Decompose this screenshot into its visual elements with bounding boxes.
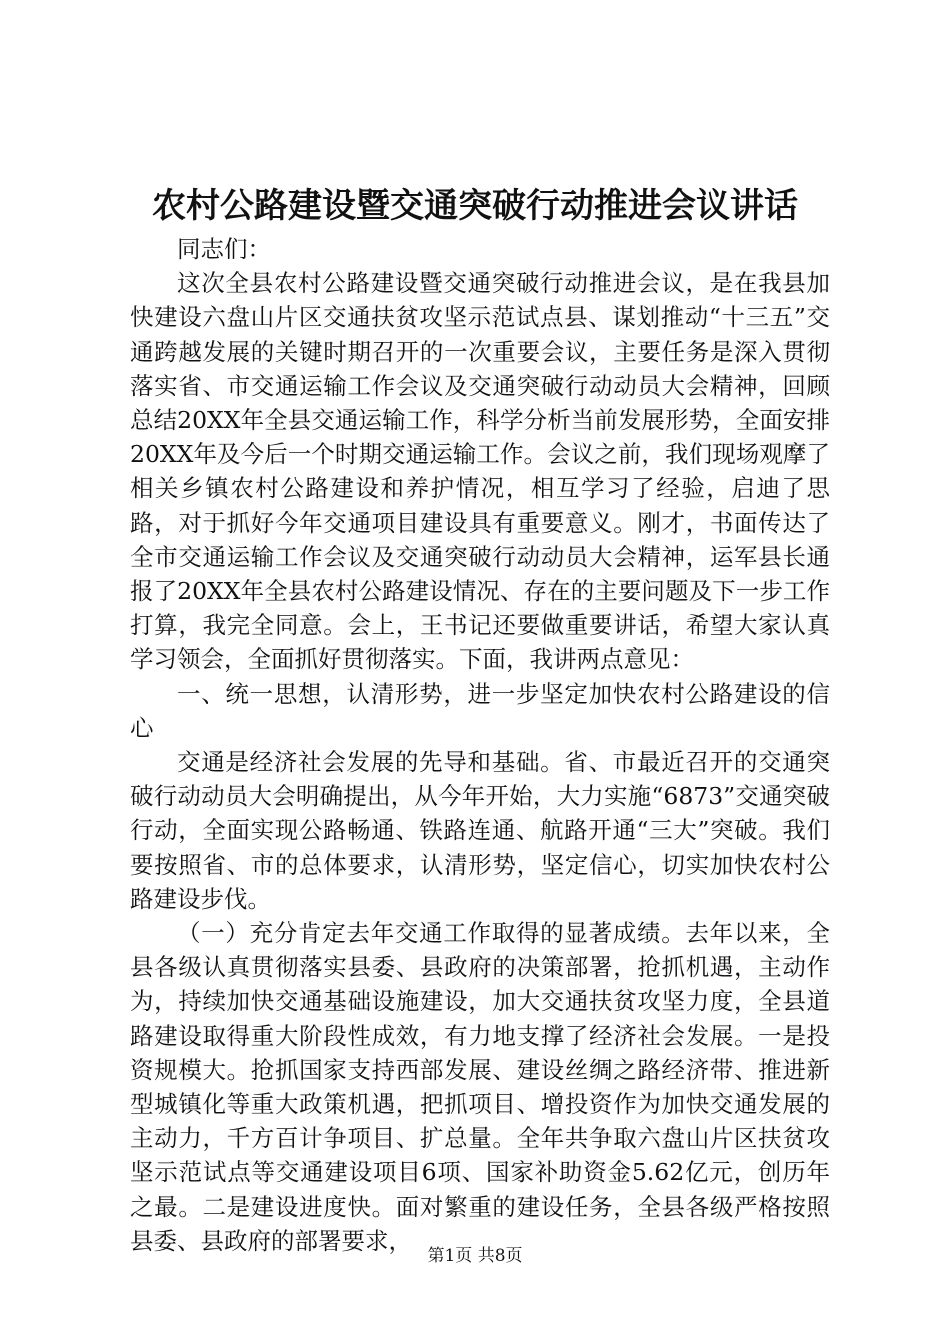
- document-title: 农村公路建设暨交通突破行动推进会议讲话: [152, 186, 798, 226]
- document-body: [130, 232, 830, 1258]
- section-heading-1: 一、统一思想，认清形势，进一步坚定加快农村公路建设的信心: [130, 679, 830, 742]
- salutation-paragraph: 同志们：: [177, 235, 271, 263]
- section-intro-paragraph: 交通是经济社会发展的先导和基础。省、市最近召开的交通突破行动动员大会明确提出，从今年开始，大力实施“6873”交通突破行动，全面实现公路畅通、铁路连通、航路开通“三大”突破。我们要按照省、市的总体要求，认清形势，坚定信心，切实加快农村公路建设步伐。: [130, 748, 830, 913]
- page-footer: 第1页 共8页: [427, 1246, 523, 1266]
- subsection-paragraph-1: （一）充分肯定去年交通工作取得的显著成绩。去年以来，全县各级认真贯彻落实县委、县政府的决策部署，抢抓机遇，主动作为，持续加快交通基础设施建设，加大交通扶贫攻坚力度，全县道路建设取得重大阶段性成效，有力地支撑了经济社会发展。一是投资规模大。抢抓国家支持西部发展、建设丝绸之路经济带、推进新型城镇化等重大政策机遇，把抓项目、增投资作为加快交通发展的主动力，千方百计争项目、扩总量。全年共争取六盘山片区扶贫攻坚示范试点等交通建设项目6项、国家补助资金5.62亿元，创历年之最。二是建设进度快。面对繁重的建设任务，全县各级严格按照县委、县政府的部署要求，: [130, 919, 830, 1255]
- opening-paragraph: 这次全县农村公路建设暨交通突破行动推进会议，是在我县加快建设六盘山片区交通扶贫攻坚示范试点县、谋划推动“十三五”交通跨越发展的关键时期召开的一次重要会议，主要任务是深入贯彻落实省、市交通运输工作会议及交通突破行动动员大会精神，回顾总结20XX年全县交通运输工作，科学分析当前发展形势，全面安排20XX年及今后一个时期交通运输工作。会议之前，我们现场观摩了相关乡镇农村公路建设和养护情况，相互学习了经验，启迪了思路，对于抓好今年交通项目建设具有重要意义。刚才，书面传达了全市交通运输工作会议及交通突破行动动员大会精神，运军县长通报了20XX年全县农村公路建设情况、存在的主要问题及下一步工作打算，我完全同意。会上，王书记还要做重要讲话，希望大家认真学习领会，全面抓好贯彻落实。下面，我讲两点意见：: [130, 269, 830, 674]
